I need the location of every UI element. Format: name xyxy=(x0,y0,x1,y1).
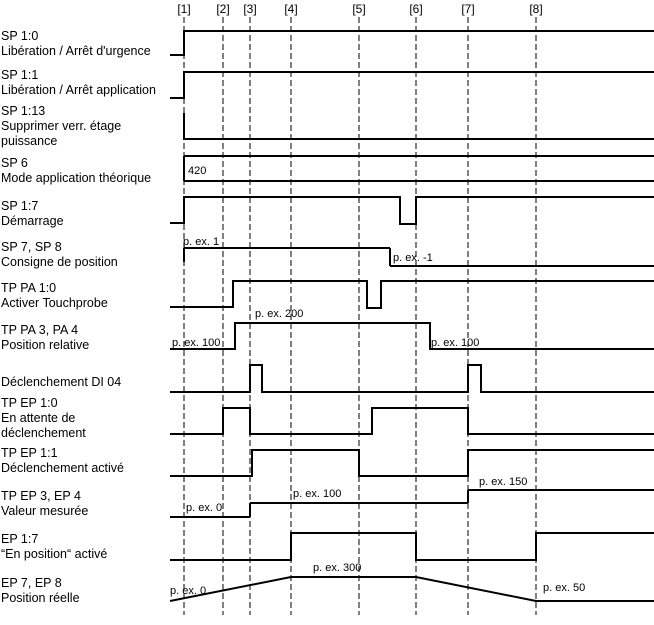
marker-6: [6] xyxy=(409,2,423,16)
value-pa34-1: p. ex. 100 xyxy=(172,337,221,349)
wave-sp-1-1 xyxy=(170,72,654,98)
value-ep78-1: p. ex. 0 xyxy=(170,585,207,597)
wave-di-04 xyxy=(170,365,654,392)
signal-label-sp-1-7 xyxy=(1,199,64,229)
signal-title: TP EP 1:0 xyxy=(1,396,58,410)
signal-label-di-04 xyxy=(1,375,121,390)
signal-title: SP 1:1 xyxy=(1,68,39,82)
signal-desc: Mode application théorique xyxy=(1,171,152,185)
signal-title: EP 1:7 xyxy=(1,532,39,546)
value-pa34-2: p. ex. 200 xyxy=(255,308,304,320)
signal-desc: Libération / Arrêt application xyxy=(1,83,156,97)
wave-tp-pa-1-0 xyxy=(170,281,654,308)
signal-label-tp-pa-1-0 xyxy=(1,281,108,311)
marker-4: [4] xyxy=(284,2,298,16)
signal-desc: Position relative xyxy=(1,338,90,352)
wave-sp-6 xyxy=(184,156,654,181)
marker-5: [5] xyxy=(352,2,366,16)
signal-desc: Consigne de position xyxy=(1,255,118,269)
wave-sp-1-7 xyxy=(170,197,654,224)
value-sp6: 420 xyxy=(188,165,207,177)
signal-label-ep-1-7 xyxy=(1,532,107,562)
signal-desc: Valeur mesurée xyxy=(1,504,89,518)
marker-1: [1] xyxy=(177,2,191,16)
wave-sp-1-13 xyxy=(184,113,654,139)
signal-title: SP 1:0 xyxy=(1,29,39,43)
signal-title: TP PA 1:0 xyxy=(1,281,57,295)
wave-tp-ep-3-4 xyxy=(170,490,654,517)
signal-desc: puissance xyxy=(1,134,58,148)
signal-title: TP PA 3, PA 4 xyxy=(1,323,79,337)
signal-title: TP EP 1:1 xyxy=(1,446,58,460)
wave-sp-1-0 xyxy=(170,31,654,55)
value-ep34-2: p. ex. 100 xyxy=(293,488,342,500)
wave-ep-1-7 xyxy=(170,533,654,560)
marker-8: [8] xyxy=(529,2,543,16)
signal-desc: déclenchement xyxy=(1,426,86,440)
signal-title: EP 7, EP 8 xyxy=(1,576,62,590)
signal-label-tp-ep-1-1 xyxy=(1,446,124,476)
value-ep34-1: p. ex. 0 xyxy=(186,502,223,514)
signal-title: TP EP 3, EP 4 xyxy=(1,489,81,503)
signal-desc: “En position“ activé xyxy=(1,547,108,561)
signal-desc: Démarrage xyxy=(1,214,64,228)
signal-label-ep-7-8 xyxy=(1,576,80,606)
signal-label-sp-1-1 xyxy=(1,68,156,98)
signal-desc: En attente de xyxy=(1,411,76,425)
marker-3: [3] xyxy=(243,2,257,16)
signal-label-tp-ep-1-0 xyxy=(1,396,86,441)
signal-desc: Position réelle xyxy=(1,591,80,605)
value-pa34-3: p. ex. 100 xyxy=(431,337,480,349)
signal-title: SP 1:7 xyxy=(1,199,39,213)
signal-title: SP 6 xyxy=(1,156,28,170)
value-sp78-2: p. ex. -1 xyxy=(393,252,433,264)
value-sp78-1: p. ex. 1 xyxy=(183,236,220,248)
signal-label-tp-pa-3-4 xyxy=(1,323,89,353)
value-ep34-3: p. ex. 150 xyxy=(479,476,528,488)
signal-label-sp-1-0 xyxy=(1,29,151,59)
signal-label-sp-1-13 xyxy=(1,104,121,149)
signal-label-sp-7-8 xyxy=(1,240,118,270)
wave-tp-pa-3-4 xyxy=(170,323,654,349)
signal-desc: Activer Touchprobe xyxy=(1,296,108,310)
signal-desc: Libération / Arrêt d'urgence xyxy=(1,44,151,58)
marker-7: [7] xyxy=(461,2,475,16)
signal-title: SP 1:13 xyxy=(1,104,46,118)
wave-tp-ep-1-0 xyxy=(170,408,654,434)
marker-2: [2] xyxy=(216,2,230,16)
value-ep78-2: p. ex. 300 xyxy=(313,562,362,574)
signal-label-sp-6 xyxy=(1,156,151,186)
signal-title: SP 7, SP 8 xyxy=(1,240,62,254)
signal-desc: Déclenchement activé xyxy=(1,461,124,475)
value-ep78-3: p. ex. 50 xyxy=(543,582,586,594)
signal-title: Déclenchement DI 04 xyxy=(1,375,122,389)
wave-tp-ep-1-1 xyxy=(170,450,654,476)
signal-label-tp-ep-3-4 xyxy=(1,489,88,519)
signal-desc: Supprimer verr. étage xyxy=(1,119,122,133)
